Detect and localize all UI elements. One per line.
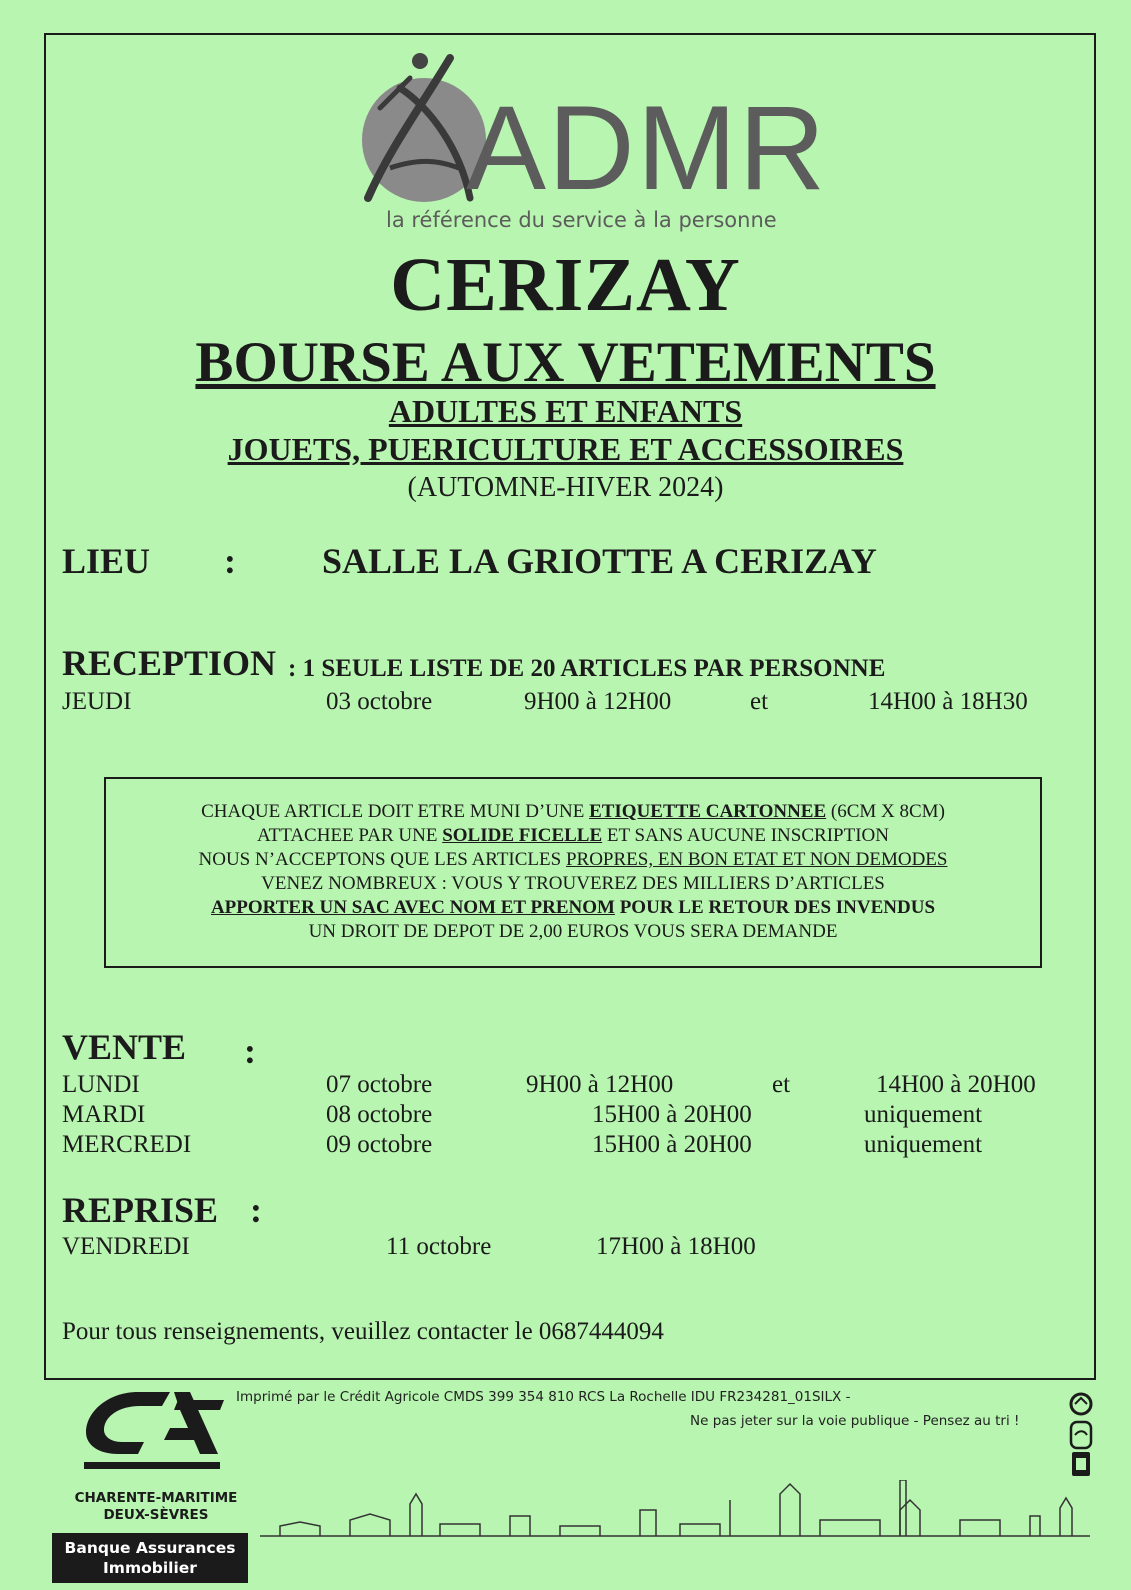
info-line-2: ATTACHEE PAR UNE SOLIDE FICELLE ET SANS AUCUNE INSCRIPTION <box>257 825 889 846</box>
info-line-6: UN DROIT DE DEPOT DE 2,00 EUROS VOUS SERA DEMANDE <box>308 921 838 942</box>
info-emph-ficelle: SOLIDE FICELLE <box>442 825 603 846</box>
reprise-colon: : <box>250 1190 262 1230</box>
reprise-day: VENDREDI <box>62 1233 190 1260</box>
bank-services-2: Immobilier <box>103 1559 197 1577</box>
admr-tagline: la référence du service à la personne <box>386 208 777 232</box>
vente-time2-1: 14H00 à 20H00 <box>876 1071 1036 1098</box>
vente-date-3: 09 octobre <box>326 1131 433 1158</box>
info-line-1: CHAQUE ARTICLE DOIT ETRE MUNI D’UNE ETIQUETTE CARTONNEE (6CM X 8CM) <box>201 801 945 822</box>
contact-line: Pour tous renseignements, veuillez contacter le 0687444094 <box>62 1318 664 1345</box>
vente-day-1: LUNDI <box>62 1071 140 1098</box>
admr-logo <box>360 48 828 238</box>
vente-time-2: 15H00 à 20H00 <box>592 1101 752 1128</box>
admr-wordmark: ADMR <box>466 81 828 215</box>
lieu-label: LIEU <box>62 541 151 581</box>
credit-agricole-logo-icon <box>78 1386 228 1472</box>
bank-services-1: Banque Assurances <box>64 1539 236 1557</box>
vente-note-3: uniquement <box>864 1131 983 1158</box>
vente-date-2: 08 octobre <box>326 1101 433 1128</box>
vente-colon: : <box>244 1031 256 1071</box>
reprise-heading: REPRISE <box>62 1190 219 1230</box>
info-line-4: VENEZ NOMBREUX : VOUS Y TROUVEREZ DES MILLIERS D’ARTICLES <box>261 873 885 894</box>
vente-heading: VENTE <box>62 1027 187 1067</box>
lieu-colon: : <box>224 541 236 581</box>
info-emph-sac: APPORTER UN SAC AVEC NOM ET PRENOM <box>210 897 615 918</box>
recycle-icon <box>1066 1392 1096 1482</box>
subtitle-toys: JOUETS, PUERICULTURE ET ACCESSOIRES <box>227 431 904 467</box>
recycle-line: Ne pas jeter sur la voie publique - Pensez au tri ! <box>690 1413 1020 1429</box>
info-line-5: APPORTER UN SAC AVEC NOM ET PRENOM POUR LE RETOUR DES INVENDUS <box>210 897 936 918</box>
reception-time-afternoon: 14H00 à 18H30 <box>868 688 1028 715</box>
reception-heading: RECEPTION <box>62 643 277 683</box>
info-emph-propres: PROPRES, EN BON ETAT ET NON DEMODES <box>565 849 948 870</box>
reprise-date: 11 octobre <box>386 1233 492 1260</box>
info-emph-etiquette: ETIQUETTE CARTONNEE <box>589 801 827 822</box>
event-title: BOURSE AUX VETEMENTS <box>195 331 936 394</box>
city-title: CERIZAY <box>390 243 741 327</box>
vente-note-2: uniquement <box>864 1101 983 1128</box>
print-credit-line: Imprimé par le Crédit Agricole CMDS 399 354 810 RCS La Rochelle IDU FR234281_01SILX - <box>236 1389 851 1405</box>
bank-region-2: DEUX-SÈVRES <box>103 1507 209 1523</box>
vente-time1-1: 9H00 à 12H00 <box>526 1071 674 1098</box>
reprise-time: 17H00 à 18H00 <box>596 1233 756 1260</box>
reception-sep: et <box>750 688 769 715</box>
reception-time-morning: 9H00 à 12H00 <box>524 688 672 715</box>
city-skyline-icon <box>260 1480 1096 1540</box>
vente-time-3: 15H00 à 20H00 <box>592 1131 752 1158</box>
vente-day-3: MERCREDI <box>62 1131 192 1158</box>
vente-date-1: 07 octobre <box>326 1071 433 1098</box>
reception-note: : 1 SEULE LISTE DE 20 ARTICLES PAR PERSONNE <box>288 655 886 682</box>
bank-region-1: CHARENTE-MARITIME <box>74 1490 238 1506</box>
bank-services-badge <box>52 1533 248 1583</box>
subtitle-adults-children: ADULTES ET ENFANTS <box>388 393 743 429</box>
season-label: (AUTOMNE-HIVER 2024) <box>407 472 724 503</box>
reception-day: JEUDI <box>62 688 132 715</box>
info-line-3: NOUS N’ACCEPTONS QUE LES ARTICLES PROPRES, EN BON ETAT ET NON DEMODES <box>198 849 948 870</box>
vente-sep-1: et <box>772 1071 791 1098</box>
lieu-value: SALLE LA GRIOTTE A CERIZAY <box>322 541 877 581</box>
reception-date: 03 octobre <box>326 688 433 715</box>
vente-day-2: MARDI <box>62 1101 146 1128</box>
